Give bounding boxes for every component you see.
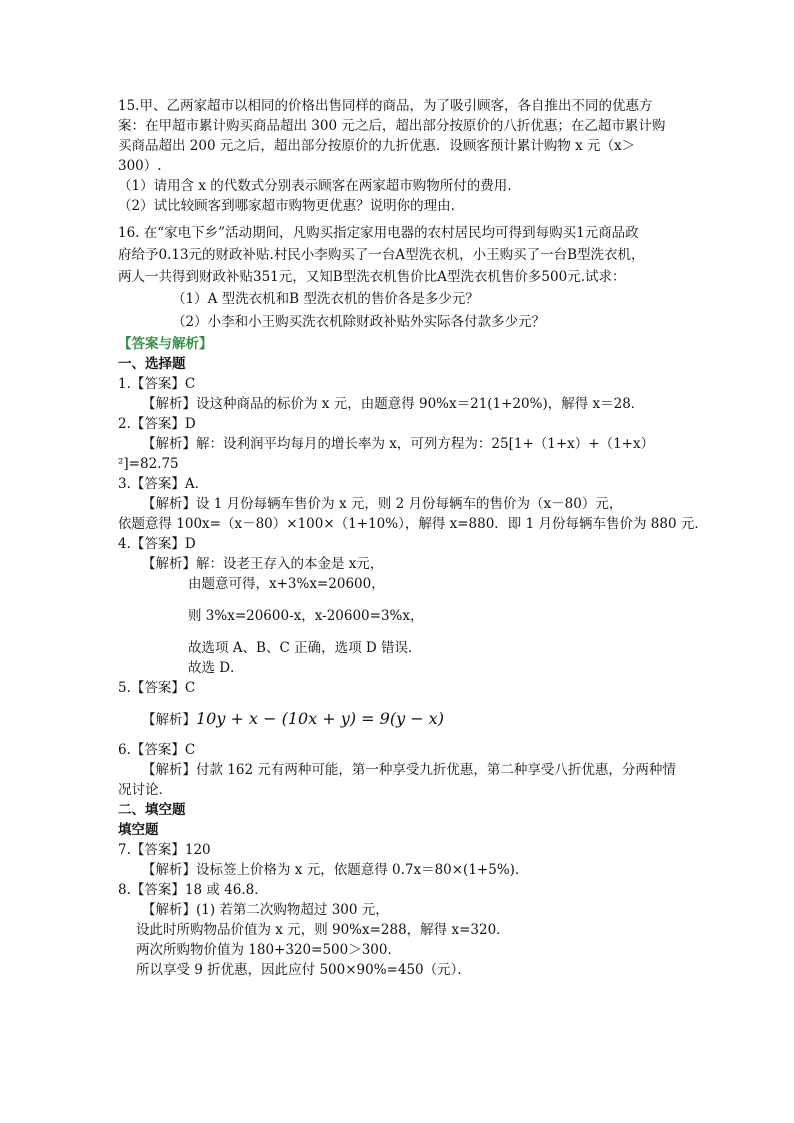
question-15 [118, 96, 698, 216]
answer-5 [118, 678, 698, 740]
answer-6 [118, 740, 698, 800]
text-line: （2）试比较顾客到哪家超市购物更优惠？说明你的理由. [118, 198, 455, 214]
explanation-line [118, 704, 698, 734]
section-heading: 一、选择题 [118, 356, 186, 372]
explanation-line: 【解析】解：设老王存入的本金是 x元， [142, 556, 384, 572]
math-equation: 10y + x − (10x + y) = 9(y − x) [196, 709, 444, 728]
explanation-line: 由题意可得，x+3%x=20600， [188, 576, 385, 592]
answer-label: 3.【答案】A. [118, 476, 199, 492]
explanation-line: 【解析】设标签上价格为 x 元，依题意得 0.7x＝80×(1+5%)． [142, 862, 529, 878]
answers-heading: 【答案与解析】 [118, 336, 213, 352]
answer-label: 5.【答案】C [118, 680, 196, 696]
answer-4 [118, 534, 698, 678]
answer-2 [118, 414, 698, 474]
explanation-line: 所以享受 9 折优惠，因此应付 500×90%=450（元）． [136, 962, 471, 978]
answer-3 [118, 474, 708, 534]
text-line: （2）小李和小王购买洗衣机除财政补贴外实际各付款多少元？ [172, 314, 546, 330]
text-line: （1）请用含 x 的代数式分别表示顾客在两家超市购物所付的费用. [118, 178, 512, 194]
explanation-line: 两次所购物价值为 180+320=500＞300． [136, 942, 401, 958]
answer-label: 7.【答案】120 [118, 842, 211, 858]
explanation-line: 故选 D． [188, 660, 244, 676]
text-line: 买商品超出 200 元之后，超出部分按原价的九折优惠．设顾客预计累计购物 x 元（x＞ [118, 138, 636, 154]
text-line: 两人一共得到财政补贴351元，又知B型洗衣机售价比A型洗衣机售价多500元.试求： [118, 269, 626, 285]
explanation-label: 【解析】 [142, 712, 196, 728]
answer-label: 1.【答案】C [118, 376, 196, 392]
text-line: 案：在甲超市累计购买商品超出 300 元之后，超出部分按原价的八折优惠；在乙超市累计购 [118, 118, 666, 134]
explanation-line: 故选项 A、B、C 正确，选项 D 错误． [188, 640, 422, 656]
section-subheading: 填空题 [118, 822, 159, 838]
explanation-line: ²]=82.75 [118, 456, 179, 472]
answer-8 [118, 880, 698, 980]
explanation-line: 【解析】设 1 月份每辆车售价为 x 元，则 2 月份每辆车的售价为（x－80）元， [142, 496, 623, 512]
text-line: 16. 在“家电下乡”活动期间，凡购买指定家用电器的农村居民均可得到每购买1元商品政 [118, 225, 639, 241]
explanation-line: 则 3%x=20600-x，x-20600=3%x， [188, 608, 424, 624]
text-line: 府给予0.13元的财政补贴.村民小李购买了一台A型洗衣机，小王购买了一台B型洗衣机， [118, 247, 645, 263]
answer-7 [118, 840, 698, 880]
text-line: 300）. [118, 158, 162, 174]
explanation-line: 依题意得 100x=（x－80）×100×（1+10%），解得 x=880．即 1 月份每辆车售价为 880 元． [118, 516, 708, 532]
section-heading: 二、填空题 [118, 802, 186, 818]
answer-label: 6.【答案】C [118, 742, 196, 758]
explanation-line: 【解析】(1) 若第二次购物超过 300 元， [142, 902, 389, 918]
answer-label: 8.【答案】18 或 46.8． [118, 882, 268, 898]
answer-label: 2.【答案】D [118, 416, 196, 432]
explanation-line: 况讨论． [118, 782, 172, 798]
text-line: 15.甲、乙两家超市以相同的价格出售同样的商品，为了吸引顾客，各自推出不同的优惠方 [118, 98, 653, 114]
document-page [118, 96, 708, 980]
answer-1 [118, 374, 698, 414]
text-line: （1）A 型洗衣机和B 型洗衣机的售价各是多少元？ [172, 291, 479, 307]
explanation-line: 【解析】解：设利润平均每月的增长率为 x，可列方程为：25[1+（1+x）+（1+x） [142, 436, 655, 452]
explanation-line: 设此时所购物品价值为 x 元，则 90%x=288，解得 x=320． [136, 922, 510, 938]
explanation-line: 【解析】付款 162 元有两种可能，第一种享受九折优惠，第二种享受八折优惠，分两种情 [142, 762, 676, 778]
explanation-line: 【解析】设这种商品的标价为 x 元，由题意得 90%x＝21(1+20%)，解得 x＝28． [142, 396, 645, 412]
question-16 [118, 222, 698, 334]
answer-label: 4.【答案】D [118, 536, 196, 552]
